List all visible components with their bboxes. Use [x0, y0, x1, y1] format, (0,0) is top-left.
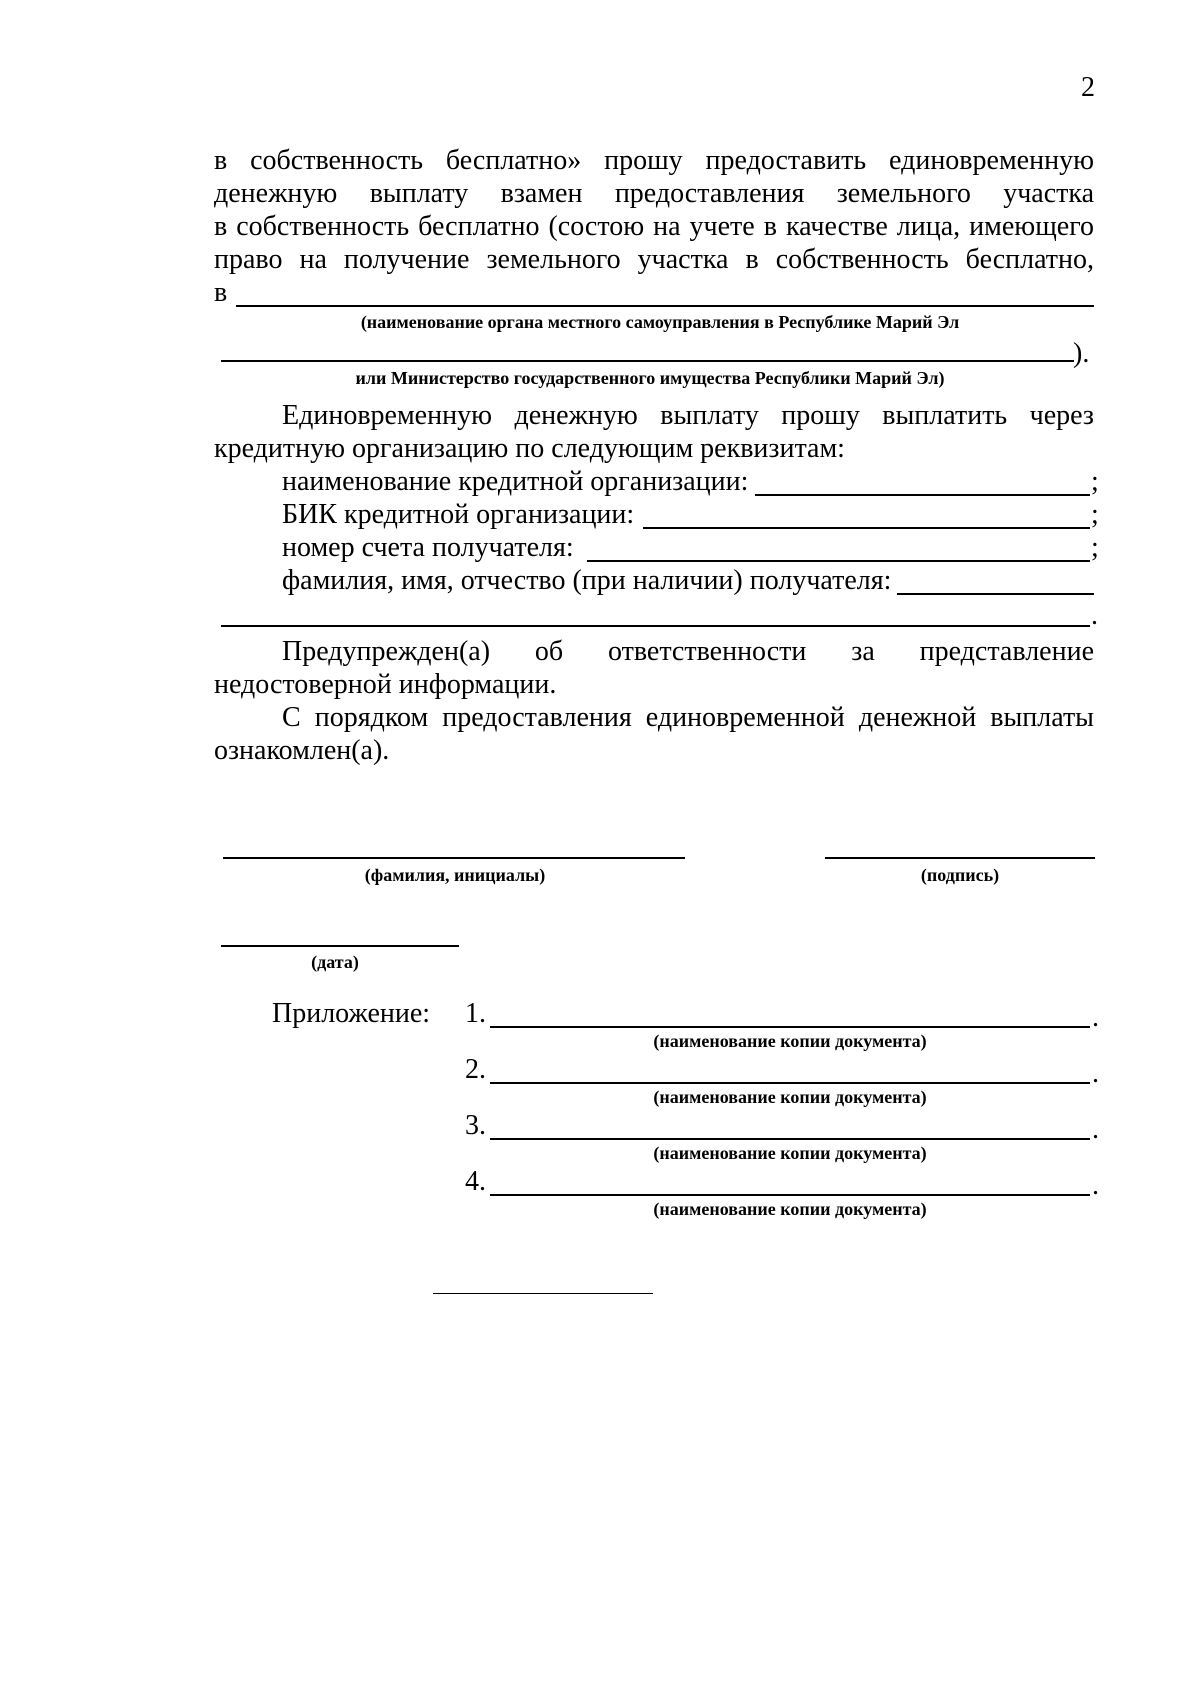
warning-line-1: Предупрежден(а) об ответственности за представление	[282, 636, 1094, 667]
attachment-caption-4: (наименование копии документа)	[653, 1199, 927, 1219]
authority-blank-line-1[interactable]	[236, 305, 1094, 307]
attachment-line-2[interactable]	[490, 1082, 1090, 1084]
authority-prefix: в	[214, 277, 228, 308]
account-end: ;	[1091, 532, 1099, 563]
payment-line-2: кредитную организацию по следующим реквизитам:	[214, 433, 845, 464]
attachment-caption-3: (наименование копии документа)	[653, 1143, 927, 1163]
payment-line-1: Единовременную денежную выплату прошу выплатить через	[282, 400, 1094, 431]
bik-end: ;	[1091, 499, 1099, 530]
bank-name-end: ;	[1091, 466, 1099, 497]
attachment-end-3: .	[1092, 1114, 1099, 1145]
bank-field-label-bik: БИК кредитной организации:	[282, 499, 635, 530]
closing-separator-line	[433, 1293, 653, 1294]
attachment-line-1[interactable]	[490, 1026, 1090, 1028]
attachment-number-3: 3.	[465, 1110, 486, 1141]
attachment-caption-1: (наименование копии документа)	[653, 1031, 927, 1051]
attachment-number-4: 4.	[465, 1166, 486, 1197]
attachment-line-3[interactable]	[490, 1138, 1090, 1140]
authority-caption-1: (наименование органа местного самоуправления в Республике Марий Эл	[360, 312, 960, 332]
signature-line[interactable]	[825, 857, 1095, 859]
name-caption: (фамилия, инициалы)	[364, 865, 546, 885]
authority-blank-line-2[interactable]	[221, 360, 1074, 362]
attachment-end-2: .	[1092, 1058, 1099, 1089]
date-line[interactable]	[221, 945, 459, 947]
procedure-line-1: С порядком предоставления единовременной денежной выплаты	[282, 702, 1094, 733]
intro-line-4: право на получение земельного участка в собственность бесплатно,	[214, 244, 1094, 275]
fio-end: .	[1091, 600, 1098, 631]
bank-field-label-name: наименование кредитной организации:	[282, 466, 749, 497]
procedure-line-2: ознакомлен(а).	[214, 735, 390, 766]
attachment-line-4[interactable]	[490, 1194, 1090, 1196]
warning-line-2: недостоверной информации.	[214, 669, 557, 700]
authority-caption-2: или Министерство государственного имущества Республики Марий Эл)	[355, 368, 945, 388]
authority-close: ).	[1073, 338, 1090, 369]
signature-caption: (подпись)	[920, 865, 1000, 885]
intro-line-2: денежную выплату взамен предоставления земельного участка	[214, 178, 1094, 209]
bik-input-line[interactable]	[643, 527, 1090, 529]
fio-input-line-1[interactable]	[897, 593, 1094, 595]
attachment-end-4: .	[1092, 1170, 1099, 1201]
fio-input-line-2[interactable]	[221, 625, 1090, 627]
attachment-caption-2: (наименование копии документа)	[653, 1087, 927, 1107]
account-input-line[interactable]	[587, 560, 1090, 562]
bank-field-label-account: номер счета получателя:	[282, 532, 574, 563]
attachments-label: Приложение:	[272, 998, 431, 1029]
attachment-end-1: .	[1092, 1002, 1099, 1033]
date-caption: (дата)	[311, 952, 359, 972]
intro-line-3: в собственность бесплатно (состою на учете в качестве лица, имеющего	[214, 211, 1094, 242]
attachment-number-2: 2.	[465, 1054, 486, 1085]
intro-line-1: в собственность бесплатно» прошу предоставить единовременную	[214, 145, 1094, 176]
bank-name-input-line[interactable]	[755, 494, 1090, 496]
bank-field-label-fio: фамилия, имя, отчество (при наличии) получателя:	[282, 565, 892, 596]
page-number: 2	[1081, 72, 1095, 103]
name-signature-line[interactable]	[223, 857, 685, 859]
attachment-number-1: 1.	[465, 998, 486, 1029]
